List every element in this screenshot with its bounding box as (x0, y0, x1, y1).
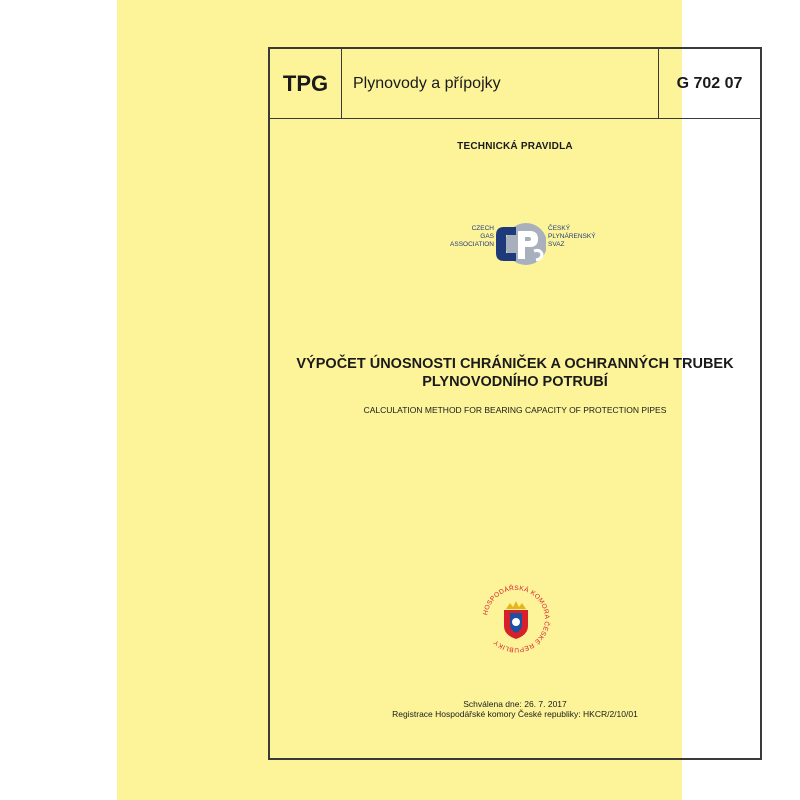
category-title: Plynovody a přípojky (353, 74, 501, 92)
registration-number: Registrace Hospodářské komory České republiky: HKCR/2/10/01 (392, 709, 638, 719)
approval-date: Schválena dne: 26. 7. 2017 (463, 699, 567, 709)
cgs-english-line-3: ASSOCIATION (450, 241, 494, 248)
document-code: G 702 07 (658, 49, 760, 118)
document-cover (117, 0, 743, 800)
cgs-czech-line-2: PLYNÁRENSKÝ (548, 233, 596, 240)
title-line-1: VÝPOČET ÚNOSNOSTI CHRÁNIČEK A OCHRANNÝCH TRUBEK (296, 356, 734, 372)
document-title (270, 355, 760, 391)
cgs-english-line-1: CZECH (471, 225, 494, 232)
title-line-2: PLYNOVODNÍHO POTRUBÍ (422, 374, 608, 390)
cgs-english-line-2: GAS (480, 233, 494, 240)
english-title: CALCULATION METHOD FOR BEARING CAPACITY OF PROTECTION PIPES (363, 405, 667, 415)
approval-info (270, 699, 760, 719)
document-type: TECHNICKÁ PRAVIDLA (457, 141, 573, 152)
cgs-logo-mark (494, 221, 546, 267)
cgs-czech-line-3: SVAZ (548, 241, 565, 248)
cgs-czech-name (548, 225, 596, 249)
cgs-logo (428, 221, 608, 269)
cover-frame (268, 47, 762, 760)
chamber-of-commerce-seal (476, 579, 556, 659)
svg-text:HOSPODÁŘSKÁ KOMORA ČESKÉ REPUB: HOSPODÁŘSKÁ KOMORA ČESKÉ REPUBLIKY (482, 584, 551, 654)
cgs-czech-line-1: ČESKÝ (548, 225, 571, 232)
header-bar (270, 49, 760, 119)
cgs-english-name (450, 225, 494, 249)
series-label: TPG (270, 49, 342, 118)
